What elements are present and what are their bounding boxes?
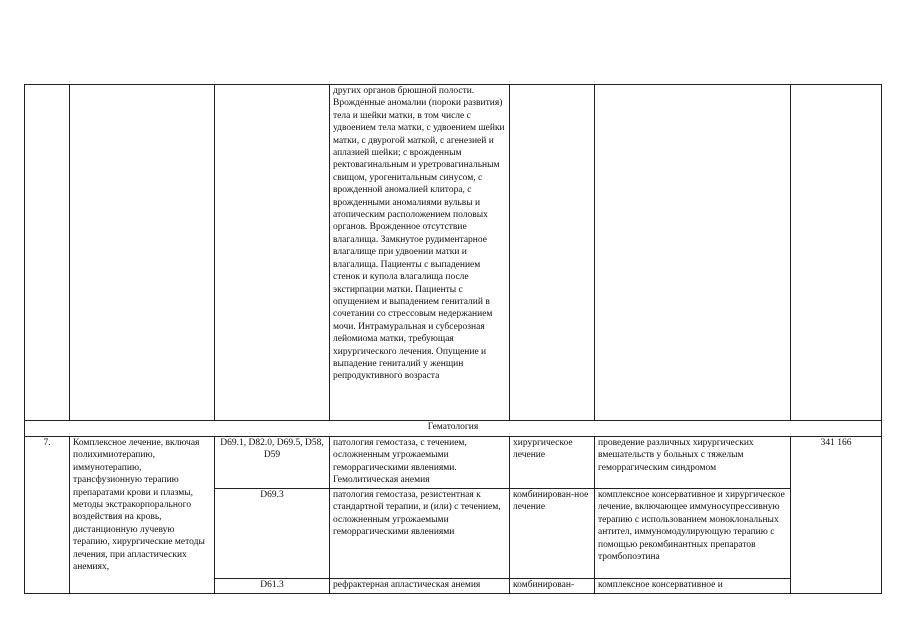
medical-care-table xyxy=(24,84,882,594)
method-cell: комплексное консервативное и хирургическое лечение, включающее иммуносупрессивную терапию с использованием моноклональных антител, иммуномодулирующую терапию с помощью рекомбинантных препаратов тромбопоэтина xyxy=(595,489,791,579)
treatment-type-cell: хирургическое лечение xyxy=(510,437,595,489)
cont-cell-number xyxy=(25,85,70,421)
cont-cell-type xyxy=(510,85,595,421)
document-page xyxy=(24,84,881,594)
row-number: 7. xyxy=(25,437,70,594)
model-cell: рефрактерная апластическая анемия xyxy=(330,579,510,594)
cont-cell-method xyxy=(595,85,791,421)
continuation-row xyxy=(25,85,882,421)
cont-cell-codes xyxy=(215,85,330,421)
section-title: Гематология xyxy=(25,421,882,437)
method-cell: комплексное консервативное и xyxy=(595,579,791,594)
treatment-type-cell: комбинирован- xyxy=(510,579,595,594)
treatment-type-cell: комбинирован-ное лечение xyxy=(510,489,595,579)
table-row xyxy=(25,437,882,489)
row-name: Комплексное лечение, включая полихимиотерапию, иммунотерапию, трансфузионную терапию препаратами крови и плазмы, методы экстракорпорального воздействия на кровь, дистанционную лучевую терапию, хирургические методы лечения, при апластических анемиях, xyxy=(70,437,215,594)
codes-cell: D69.3 xyxy=(215,489,330,579)
section-row xyxy=(25,421,882,437)
method-cell: проведение различных хирургических вмешательств у больных с тяжелым геморрагическим синдромом xyxy=(595,437,791,489)
model-cell: патология гемостаза, с течением, осложненным угрожаемыми геморрагическими явлениями. Гемолитическая анемия xyxy=(330,437,510,489)
codes-cell: D61.3 xyxy=(215,579,330,594)
cont-cell-name xyxy=(70,85,215,421)
model-cell: патология гемостаза, резистентная к стандартной терапии, и (или) с течением, осложненным угрожаемыми геморрагическими явлениями xyxy=(330,489,510,579)
cont-cell-price xyxy=(791,85,882,421)
codes-cell: D69.1, D82.0, D69.5, D58, D59 xyxy=(215,437,330,489)
price-cell: 341 166 xyxy=(791,437,882,594)
cont-cell-model: других органов брюшной полости. Врожденные аномалии (пороки развития) тела и шейки матки, в том числе с удвоением тела матки, с удвоением шейки матки, с двурогой маткой, с агенезией и аплазией шейки; с врожденным ректовагинальным и уретровагинальным свищом, урогенитальным синусом, с врожденной аномалией клитора, с врожденными аномалиями вульвы и атопическим расположением половых органов. Врожденное отсутствие влагалища. Замкнутое рудиментарное влагалище при удвоении матки и влагалища. Пациенты с выпадением стенок и купола влагалища после экстирпации матки. Пациенты с опущением и выпадением гениталий в сочетании со стрессовым недержанием мочи. Интрамуральная и субсерозная лейомиома матки, требующая хирургического лечения. Опущение и выпадение гениталий у женщин репродуктивного возраста xyxy=(330,85,510,421)
